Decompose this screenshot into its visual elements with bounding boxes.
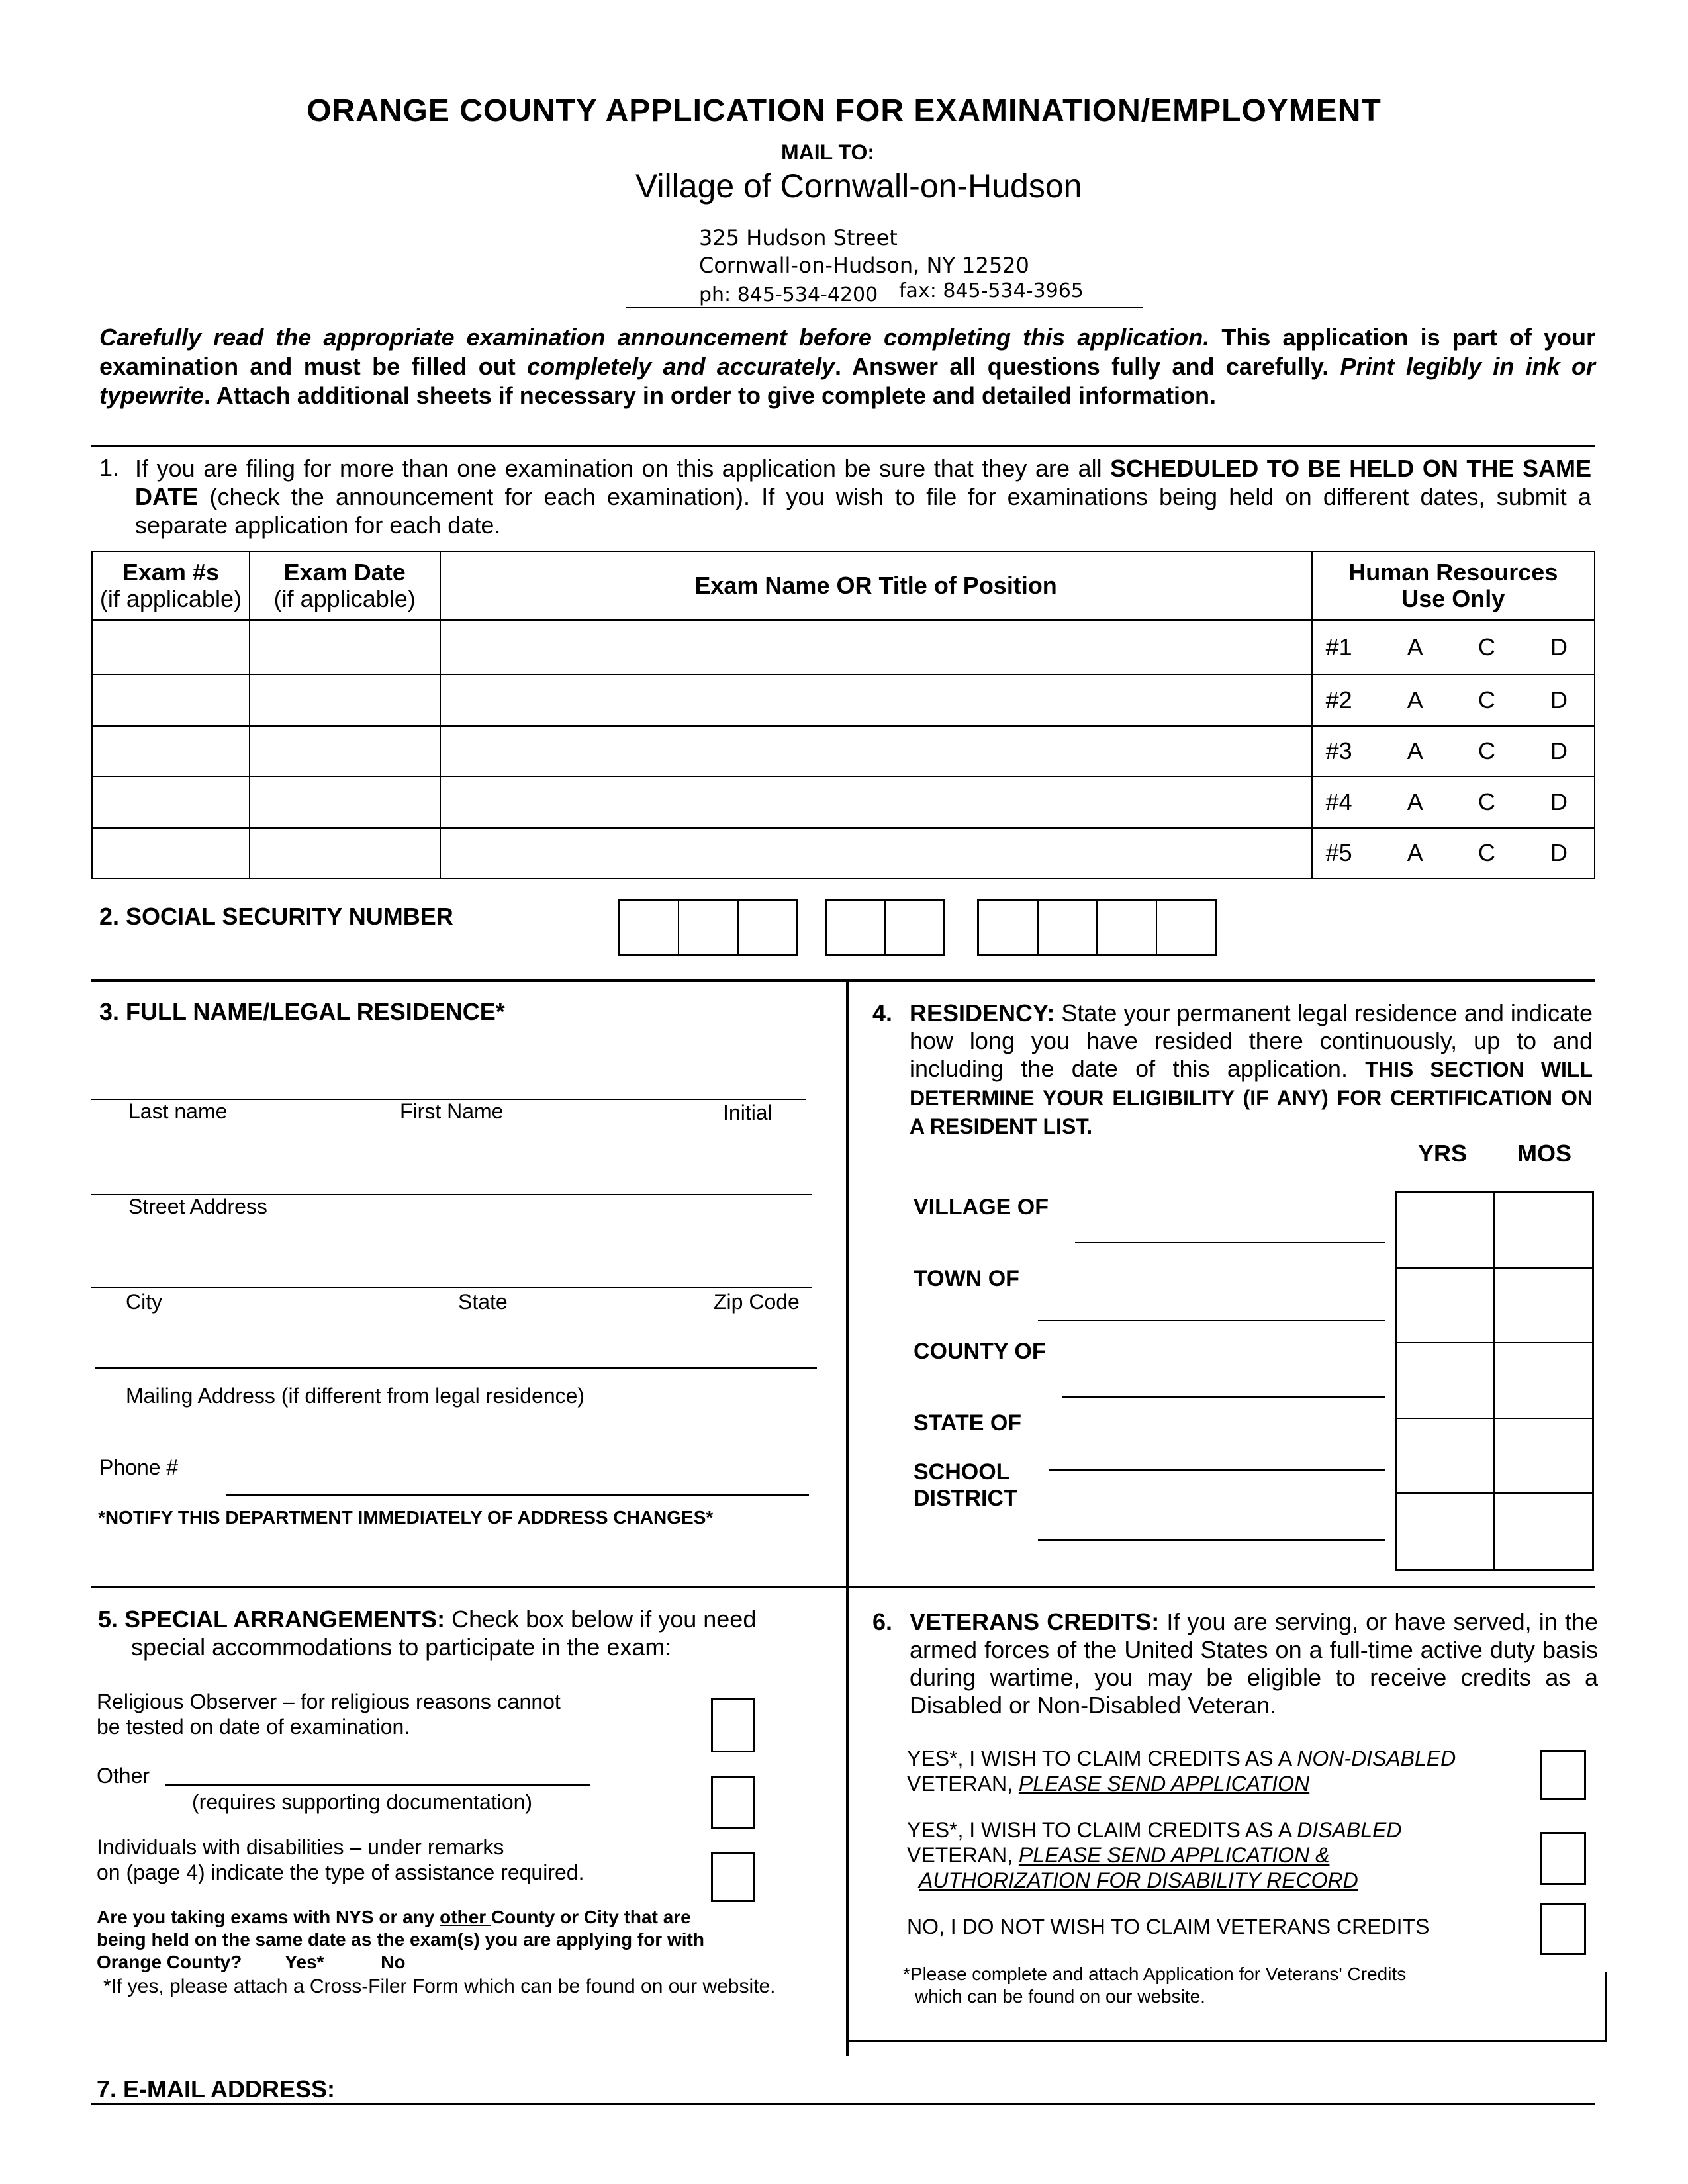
ssn-group-1[interactable]	[618, 899, 798, 956]
ssn-group-2[interactable]	[825, 899, 945, 956]
ssn-group-3[interactable]	[977, 899, 1217, 956]
section6-text: If you are serving, or have served, in the armed forces of the United States on a full-time active duty basis during wartime, you may be eligible to receive credits as a Disabled or Non-Disabled Veteran.	[910, 1608, 1599, 1719]
veterans-note	[903, 1963, 1406, 2008]
phone-line[interactable]	[226, 1494, 809, 1496]
state-of-label: STATE OF	[914, 1410, 1022, 1435]
intro-part4: . Answer all questions fully and carefully.	[835, 353, 1340, 380]
exam-date-cell[interactable]	[250, 776, 440, 828]
intro-paragraph	[99, 323, 1595, 410]
hr-use-header-sub: Use Only	[1401, 585, 1505, 612]
hr-use-header	[1312, 551, 1595, 620]
no-credits-option: NO, I DO NOT WISH TO CLAIM VETERANS CREDITS	[907, 1915, 1430, 1938]
section5-intro-text: Check box below if you need	[445, 1606, 757, 1633]
crossfiler-question	[97, 1906, 838, 1974]
opt1-italic: NON-DISABLED	[1297, 1747, 1456, 1770]
table-row	[92, 828, 1595, 878]
section4-label: RESIDENCY:	[910, 999, 1055, 1026]
city-state-zip-line[interactable]	[91, 1287, 812, 1288]
village-label: VILLAGE OF	[914, 1195, 1049, 1220]
religious-line2: be tested on date of examination.	[97, 1715, 410, 1739]
phone-label: Phone #	[99, 1455, 179, 1479]
no-credits-checkbox[interactable]	[1540, 1903, 1586, 1955]
city-label: City	[126, 1290, 163, 1314]
email-line[interactable]	[91, 2103, 1595, 2105]
years-header: YRS	[1418, 1140, 1468, 1167]
other-line[interactable]	[165, 1784, 590, 1786]
crossfiler-yes-label: Yes*	[285, 1952, 324, 1972]
exam-date-cell[interactable]	[250, 620, 440, 674]
other-checkbox[interactable]	[711, 1776, 755, 1829]
section1-text2: (check the announcement for each examination). If you wish to file for examinations being held on different dates, submit a separate application for each date.	[135, 483, 1591, 539]
crossfiler-note: *If yes, please attach a Cross-Filer Form which can be found on our website.	[103, 1976, 776, 1997]
last-name-label: Last name	[128, 1099, 228, 1123]
opt1-send: PLEASE SEND APPLICATION	[1018, 1772, 1310, 1796]
exam-name-header: Exam Name OR Title of Position	[440, 551, 1312, 620]
other-note: (requires supporting documentation)	[192, 1790, 533, 1814]
email-label: 7. E-MAIL ADDRESS:	[97, 2075, 336, 2103]
address-change-notice: *NOTIFY THIS DEPARTMENT IMMEDIATELY OF ADDRESS CHANGES*	[98, 1507, 714, 1527]
opt2-send: PLEASE SEND APPLICATION &	[1018, 1843, 1330, 1867]
intro-part5: Print legibly in ink or typewrite	[99, 353, 1596, 409]
school-district-label	[914, 1459, 1017, 1512]
header-rule	[626, 307, 1143, 308]
section5-intro-line2: special accommodations to participate in the exam:	[131, 1633, 672, 1661]
section6-instructions	[910, 1608, 1598, 1719]
months-header: MOS	[1517, 1140, 1572, 1167]
exam-date-header-sub: (if applicable)	[273, 585, 416, 612]
section4-bold-text: THIS SECTION WILL DETERMINE YOUR ELIGIBILITY (IF ANY) FOR CERTIFICATION ON A RESIDENT LIST.	[910, 1058, 1593, 1138]
opt2-authorization: AUTHORIZATION FOR DISABILITY RECORD	[919, 1868, 1358, 1892]
state-label: State	[458, 1290, 508, 1314]
school-district-line[interactable]	[1038, 1539, 1385, 1541]
zip-code-label: Zip Code	[714, 1290, 800, 1314]
state-line[interactable]	[1049, 1469, 1385, 1471]
hr-cell: #4 A C D	[1312, 776, 1595, 828]
exam-number-cell[interactable]	[92, 828, 250, 878]
crossfiler-q-other: other	[440, 1907, 491, 1927]
disability-checkbox[interactable]	[711, 1852, 755, 1902]
non-disabled-option	[907, 1746, 1456, 1796]
veterans-right-border	[1605, 1972, 1607, 2041]
table-row	[92, 674, 1595, 726]
hr-use-header-label: Human Resources	[1348, 559, 1558, 586]
residency-duration-grid[interactable]	[1395, 1191, 1594, 1571]
crossfiler-no-label: No	[381, 1952, 406, 1972]
exam-number-header-sub: (if applicable)	[99, 585, 242, 612]
ssn-label: 2. SOCIAL SECURITY NUMBER	[99, 903, 453, 930]
village-line[interactable]	[1075, 1242, 1385, 1243]
non-disabled-checkbox[interactable]	[1540, 1750, 1586, 1800]
crossfiler-q2: County or City that are	[491, 1907, 691, 1927]
hr-cell: #2 A C D	[1312, 674, 1595, 726]
agency-name: Village of Cornwall-on-Hudson	[635, 167, 1082, 205]
section1-text-bold: SCHEDULED TO BE HELD ON THE SAME DATE	[135, 455, 1592, 510]
disability-line2: on (page 4) indicate the type of assistance required.	[97, 1860, 585, 1884]
exam-number-cell[interactable]	[92, 776, 250, 828]
veterans-note-line2: which can be found on our website.	[915, 1986, 1205, 2007]
intro-part1: Carefully read the appropriate examination announcement before completing this application.	[99, 324, 1210, 351]
hr-cell: #5 A C D	[1312, 828, 1595, 878]
county-label: COUNTY OF	[914, 1339, 1046, 1364]
exam-date-cell[interactable]	[250, 726, 440, 776]
section6-label: VETERANS CREDITS:	[910, 1608, 1160, 1635]
exam-date-cell[interactable]	[250, 828, 440, 878]
agency-address-line2: Cornwall-on-Hudson, NY 12520	[699, 253, 1029, 278]
religious-observer-label	[97, 1689, 561, 1739]
intro-part6: . Attach additional sheets if necessary in order to give complete and detailed information.	[204, 382, 1217, 409]
exam-date-cell[interactable]	[250, 674, 440, 726]
form-title: ORANGE COUNTY APPLICATION FOR EXAMINATION/EMPLOYMENT	[306, 93, 1382, 128]
mail-to-label: MAIL TO:	[781, 140, 875, 164]
crossfiler-q1: Are you taking exams with NYS or any	[97, 1907, 440, 1927]
town-line[interactable]	[1038, 1320, 1385, 1321]
street-address-label: Street Address	[128, 1195, 267, 1218]
exam-date-header	[250, 551, 440, 620]
exam-name-cell[interactable]	[440, 674, 1312, 726]
mailing-address-label: Mailing Address (if different from legal residence)	[126, 1384, 585, 1408]
exam-number-cell[interactable]	[92, 620, 250, 674]
veterans-note-line1: *Please complete and attach Application for Veterans' Credits	[903, 1964, 1407, 1984]
agency-address-line1: 325 Hudson Street	[699, 225, 898, 250]
exam-name-cell[interactable]	[440, 620, 1312, 674]
section5-label: 5. SPECIAL ARRANGEMENTS:	[98, 1606, 445, 1633]
opt2-veteran: VETERAN,	[907, 1843, 1019, 1867]
opt2-text: YES*, I WISH TO CLAIM CREDITS AS A	[907, 1818, 1297, 1842]
agency-fax: fax: 845-534-3965	[899, 279, 1084, 302]
district-label: DISTRICT	[914, 1486, 1017, 1511]
column-divider	[846, 982, 849, 2056]
disabled-option	[907, 1817, 1401, 1893]
other-label: Other	[97, 1764, 150, 1788]
town-label: TOWN OF	[914, 1266, 1019, 1291]
section4-number: 4.	[872, 999, 893, 1026]
table-row	[92, 776, 1595, 828]
section-divider-2	[91, 979, 1595, 982]
intro-part2: This application is part of your examination and must be filled out	[99, 324, 1595, 380]
section1-instructions	[135, 454, 1591, 539]
table-row	[92, 726, 1595, 776]
section4-instructions	[910, 999, 1593, 1140]
exam-name-cell[interactable]	[440, 776, 1312, 828]
exam-name-cell[interactable]	[440, 828, 1312, 878]
section3-title: 3. FULL NAME/LEGAL RESIDENCE*	[99, 998, 505, 1025]
religious-observer-checkbox[interactable]	[711, 1698, 755, 1752]
school-label: SCHOOL	[914, 1459, 1010, 1484]
opt1-veteran: VETERAN,	[907, 1772, 1019, 1796]
exam-number-header-label: Exam #s	[122, 559, 219, 586]
county-line[interactable]	[1062, 1396, 1385, 1398]
religious-line1: Religious Observer – for religious reasons cannot	[97, 1690, 561, 1713]
exam-table	[91, 551, 1595, 879]
section5-intro	[98, 1606, 846, 1633]
crossfiler-q3: being held on the same date as the exam(s) you are applying for with	[97, 1929, 704, 1950]
exam-number-header	[92, 551, 250, 620]
section-divider-3	[91, 1586, 1595, 1588]
hr-cell: #1 A C D	[1312, 620, 1595, 674]
disability-label	[97, 1835, 584, 1885]
hr-cell: #3 A C D	[1312, 726, 1595, 776]
intro-part3: completely and accurately	[527, 353, 835, 380]
exam-number-cell[interactable]	[92, 674, 250, 726]
section1-text1: If you are filing for more than one examination on this application be sure that they are all	[135, 455, 1111, 482]
section6-bottom-rule	[846, 2040, 1607, 2042]
section6-number: 6.	[872, 1608, 893, 1635]
exam-number-cell[interactable]	[92, 726, 250, 776]
section1-number: 1.	[99, 454, 120, 481]
opt2-italic: DISABLED	[1297, 1818, 1402, 1842]
initial-label: Initial	[723, 1101, 773, 1124]
disability-line1: Individuals with disabilities – under remarks	[97, 1835, 504, 1859]
mailing-address-line[interactable]	[95, 1367, 817, 1369]
section4-text: State your permanent legal residence and indicate how long you have resided there continuously, up to and including the date of this application.	[910, 999, 1593, 1082]
agency-phone: ph: 845-534-4200	[699, 283, 878, 306]
disabled-checkbox[interactable]	[1540, 1832, 1586, 1885]
exam-date-header-label: Exam Date	[283, 559, 406, 586]
section-divider-1	[91, 445, 1595, 447]
opt1-text: YES*, I WISH TO CLAIM CREDITS AS A	[907, 1747, 1297, 1770]
crossfiler-q4: Orange County?	[97, 1952, 242, 1972]
first-name-label: First Name	[400, 1099, 504, 1123]
exam-name-cell[interactable]	[440, 726, 1312, 776]
table-row	[92, 620, 1595, 674]
